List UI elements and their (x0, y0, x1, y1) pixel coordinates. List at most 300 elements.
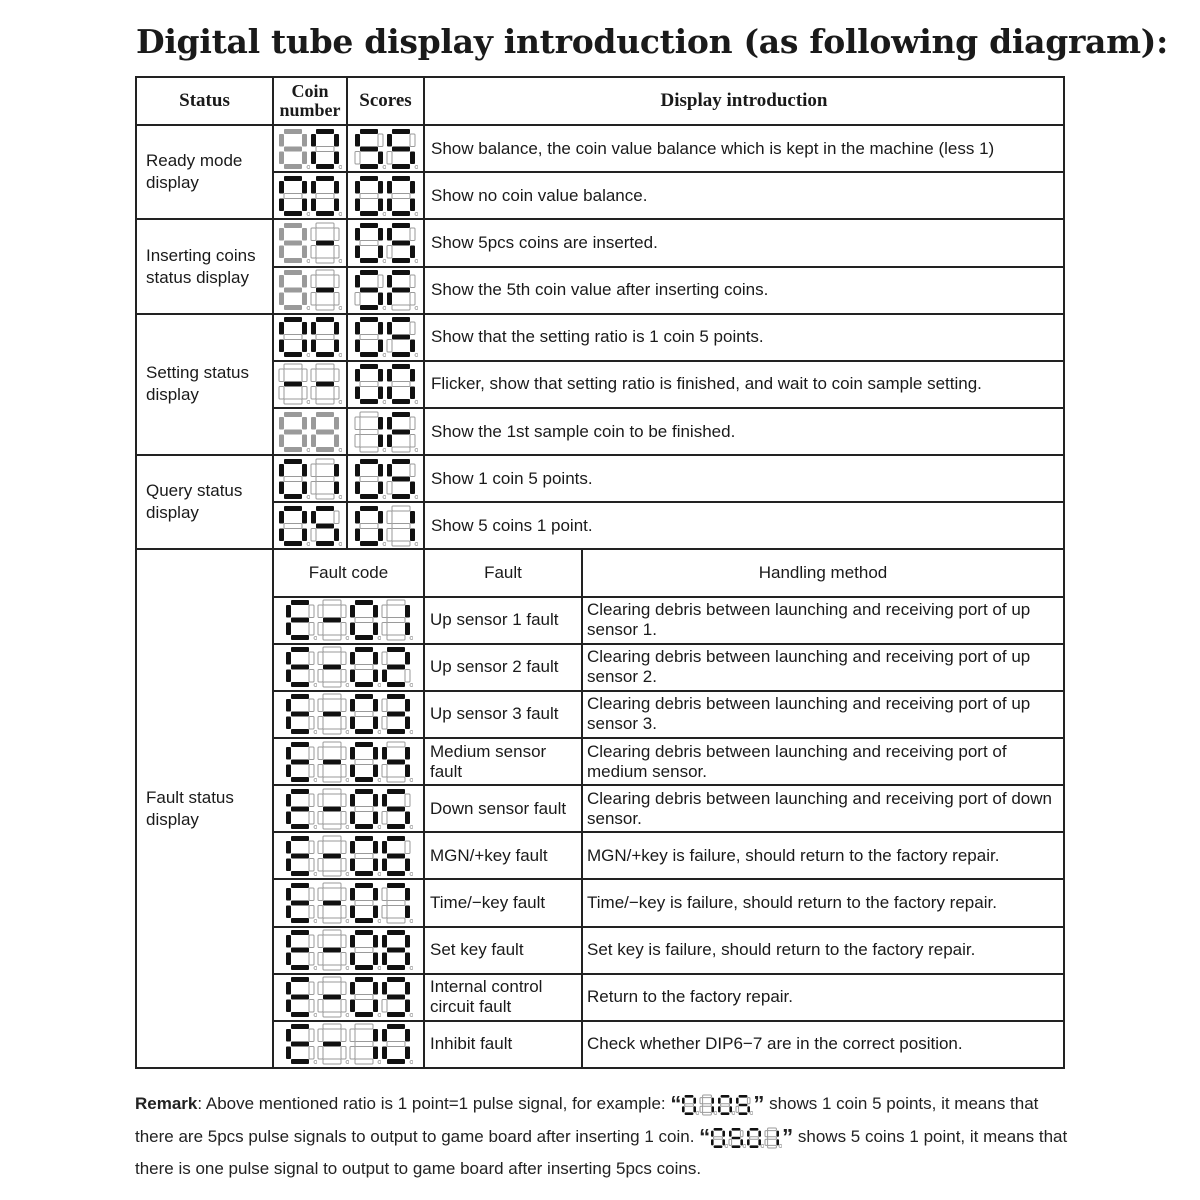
segment-f (286, 747, 291, 760)
segment-a (360, 270, 378, 275)
segment-d (392, 164, 410, 169)
segment-g (392, 335, 410, 340)
segment-d (732, 1145, 741, 1148)
seven-segment-digit (285, 646, 317, 688)
segment-e (355, 293, 360, 306)
segment-a (316, 270, 334, 275)
seven-segment-digit (317, 741, 349, 783)
segment-c (373, 1047, 378, 1060)
decimal-point (339, 401, 342, 404)
segment-d (355, 871, 373, 876)
segment-c (373, 1000, 378, 1013)
segment-d (355, 1012, 373, 1017)
decimal-point (410, 919, 413, 922)
fault-header: Fault (424, 549, 582, 596)
remark-text-1: : Above mentioned ratio is 1 point=1 pulse signal, for example: (197, 1094, 671, 1113)
seven-segment-digit (310, 363, 342, 405)
segment-d (284, 211, 302, 216)
segment-c (410, 528, 415, 541)
segment-d (360, 164, 378, 169)
table-row (136, 314, 1064, 361)
segment-b (341, 1029, 346, 1042)
seven-segment-digit (285, 788, 317, 830)
segment-e (747, 1139, 750, 1145)
segment-a (316, 223, 334, 228)
segment-f (355, 369, 360, 382)
scores-display (347, 219, 424, 266)
decimal-point (415, 354, 418, 357)
segment-g (284, 429, 302, 434)
segment-b (694, 1098, 697, 1104)
segment-e (279, 340, 284, 353)
seven-segment-digit (349, 788, 381, 830)
segment-g (387, 665, 405, 670)
segment-c (309, 953, 314, 966)
segment-c (309, 1000, 314, 1013)
segment-g (323, 806, 341, 811)
segment-c (378, 293, 383, 306)
fault-row (136, 738, 1064, 785)
segment-a (392, 317, 410, 322)
seven-segment-digit (717, 1094, 735, 1116)
segment-b (405, 794, 410, 807)
segment-f (318, 1029, 323, 1042)
segment-d (291, 1059, 309, 1064)
segment-g (392, 288, 410, 293)
segment-g (703, 1104, 712, 1107)
segment-g (291, 665, 309, 670)
segment-d (291, 965, 309, 970)
segment-e (355, 528, 360, 541)
coin-number-display (273, 408, 347, 455)
segment-c (410, 387, 415, 400)
segment-d (284, 305, 302, 310)
open-quote: “ (670, 1091, 682, 1117)
segment-g (284, 146, 302, 151)
segment-b (378, 464, 383, 477)
seven-segment-digit (317, 1023, 349, 1065)
remark-label: Remark (135, 1094, 198, 1113)
segment-g (284, 476, 302, 481)
segment-d (360, 352, 378, 357)
segment-f (387, 322, 392, 335)
segment-b (334, 369, 339, 382)
segment-a (284, 129, 302, 134)
segment-d (323, 824, 341, 829)
segment-e (311, 340, 316, 353)
segment-f (355, 511, 360, 524)
segment-d (387, 635, 405, 640)
segment-a (360, 506, 378, 511)
table-row (136, 361, 1064, 408)
segment-a (291, 600, 309, 605)
segment-g (291, 853, 309, 858)
segment-b (341, 841, 346, 854)
segment-g (739, 1104, 748, 1107)
segment-e (286, 858, 291, 871)
segment-d (323, 1012, 341, 1017)
segment-d (284, 541, 302, 546)
segment-d (355, 824, 373, 829)
segment-g (355, 806, 373, 811)
scores-display (347, 267, 424, 314)
segment-d (316, 399, 334, 404)
segment-a (387, 836, 405, 841)
segment-a (284, 459, 302, 464)
segment-g (291, 948, 309, 953)
segment-a (360, 129, 378, 134)
segment-a (323, 694, 341, 699)
segment-b (405, 888, 410, 901)
seven-segment-digit (381, 976, 413, 1018)
segment-a (360, 459, 378, 464)
segment-a (739, 1095, 748, 1098)
segment-f (736, 1098, 739, 1104)
segment-c (334, 340, 339, 353)
segment-e (355, 340, 360, 353)
seven-segment-digit (381, 1023, 413, 1065)
segment-b (378, 228, 383, 241)
segment-a (392, 506, 410, 511)
fault-code-display (273, 832, 424, 879)
display-description: Show balance, the coin value balance which is kept in the machine (less 1) (424, 125, 1064, 172)
segment-c (309, 905, 314, 918)
seven-segment-digit (354, 363, 386, 405)
segment-g (291, 759, 309, 764)
decimal-point (410, 872, 413, 875)
segment-c (341, 858, 346, 871)
segment-f (286, 605, 291, 618)
segment-f (311, 181, 316, 194)
segment-e (355, 434, 360, 447)
segment-a (355, 1024, 373, 1029)
segment-a (355, 930, 373, 935)
segment-b (405, 605, 410, 618)
display-description: Show 5pcs coins are inserted. (424, 219, 1064, 266)
open-quote: “ (699, 1124, 711, 1150)
segment-d (316, 352, 334, 357)
segment-f (311, 511, 316, 524)
segment-f (286, 935, 291, 948)
segment-a (732, 1128, 741, 1131)
decimal-point (415, 448, 418, 451)
segment-c (302, 245, 307, 258)
seven-segment-digit (349, 976, 381, 1018)
segment-b (378, 322, 383, 335)
coin-header-line1: Coin (291, 81, 329, 102)
seven-segment-digit (681, 1094, 699, 1116)
segment-f (355, 275, 360, 288)
segment-a (284, 223, 302, 228)
segment-f (318, 888, 323, 901)
handling-method: Clearing debris between launching and receiving port of up sensor 3. (582, 691, 1064, 738)
seven-segment-digit (381, 882, 413, 924)
coin-number-display (273, 361, 347, 408)
decimal-point (339, 448, 342, 451)
segment-b (373, 1029, 378, 1042)
segment-c (341, 811, 346, 824)
segment-c (405, 953, 410, 966)
segment-d (323, 777, 341, 782)
segment-e (387, 340, 392, 353)
segment-e (355, 198, 360, 211)
segment-c (378, 151, 383, 164)
segment-b (373, 841, 378, 854)
segment-g (323, 948, 341, 953)
segment-b (341, 982, 346, 995)
segment-f (718, 1098, 721, 1104)
segment-b (341, 652, 346, 665)
segment-g (316, 146, 334, 151)
segment-f (311, 275, 316, 288)
segment-g (360, 288, 378, 293)
segment-g (284, 193, 302, 198)
segment-g (392, 240, 410, 245)
segment-e (318, 623, 323, 636)
segment-a (387, 694, 405, 699)
segment-b (373, 794, 378, 807)
handling-method: Return to the factory repair. (582, 974, 1064, 1021)
segment-c (378, 198, 383, 211)
segment-b (741, 1130, 744, 1136)
segment-a (284, 506, 302, 511)
segment-g (750, 1136, 759, 1139)
segment-f (382, 888, 387, 901)
table-row (136, 172, 1064, 219)
fault-code-display (273, 785, 424, 832)
segment-b (777, 1130, 780, 1136)
segment-b (341, 794, 346, 807)
seven-segment-digit (317, 929, 349, 971)
seven-segment-digit (386, 363, 418, 405)
segment-g (316, 476, 334, 481)
segment-g (355, 853, 373, 858)
seven-segment-digit (381, 599, 413, 641)
segment-b (341, 935, 346, 948)
segment-e (718, 1106, 721, 1112)
segment-e (729, 1139, 732, 1145)
segment-f (355, 417, 360, 430)
segment-c (309, 717, 314, 730)
segment-g (387, 853, 405, 858)
segment-d (392, 494, 410, 499)
segment-b (405, 747, 410, 760)
segment-b (309, 699, 314, 712)
remark-text-3: shows 5 coins 1 point, it means that there is one pulse signal to output to game board after inserting 5pcs coins. (135, 1126, 1068, 1179)
segment-g (291, 618, 309, 623)
segment-c (302, 198, 307, 211)
segment-b (302, 134, 307, 147)
fault-name: Up sensor 2 fault (424, 644, 582, 691)
display-description: Show 1 coin 5 points. (424, 455, 1064, 502)
segment-b (405, 982, 410, 995)
segment-f (382, 747, 387, 760)
segment-d (714, 1145, 723, 1148)
segment-d (316, 541, 334, 546)
segment-a (387, 600, 405, 605)
segment-b (410, 181, 415, 194)
seven-segment-digit (278, 458, 310, 500)
segment-g (284, 288, 302, 293)
handling-method: Clearing debris between launching and receiving port of down sensor. (582, 785, 1064, 832)
segment-d (360, 494, 378, 499)
segment-g (355, 1042, 373, 1047)
segment-b (341, 605, 346, 618)
segment-b (309, 888, 314, 901)
segment-b (334, 181, 339, 194)
segment-c (378, 481, 383, 494)
segment-e (311, 528, 316, 541)
seven-segment-digit (381, 835, 413, 877)
segment-d (360, 399, 378, 404)
segment-d (323, 965, 341, 970)
decimal-point (339, 212, 342, 215)
decimal-point (415, 495, 418, 498)
segment-f (286, 1029, 291, 1042)
coin-number-display (273, 267, 347, 314)
segment-f (318, 794, 323, 807)
segment-a (387, 883, 405, 888)
display-description: Show that the setting ratio is 1 coin 5 points. (424, 314, 1064, 361)
handling-method: Clearing debris between launching and receiving port of up sensor 1. (582, 597, 1064, 644)
segment-b (410, 511, 415, 524)
seven-segment-digit (317, 835, 349, 877)
display-description: Show 5 coins 1 point. (424, 502, 1064, 549)
segment-f (382, 605, 387, 618)
segment-g (392, 429, 410, 434)
segment-e (387, 387, 392, 400)
segment-g (387, 900, 405, 905)
table-row (136, 502, 1064, 549)
segment-b (378, 134, 383, 147)
segment-f (311, 464, 316, 477)
segment-c (334, 434, 339, 447)
scores-display (347, 361, 424, 408)
segment-a (355, 742, 373, 747)
segment-e (311, 198, 316, 211)
segment-d (685, 1112, 694, 1115)
segment-f (350, 747, 355, 760)
segment-b (723, 1130, 726, 1136)
segment-c (341, 670, 346, 683)
fault-row (136, 785, 1064, 832)
segment-c (405, 670, 410, 683)
segment-b (334, 322, 339, 335)
segment-e (286, 764, 291, 777)
fault-name: Set key fault (424, 927, 582, 974)
segment-a (323, 883, 341, 888)
segment-f (387, 464, 392, 477)
table-header-row (136, 77, 1064, 125)
segment-e (350, 905, 355, 918)
segment-d (768, 1145, 777, 1148)
segment-d (355, 1059, 373, 1064)
segment-e (382, 1000, 387, 1013)
seven-segment-digit (317, 646, 349, 688)
seven-segment-digit (381, 693, 413, 735)
segment-d (316, 494, 334, 499)
seven-segment-digit (710, 1127, 728, 1149)
segment-c (405, 811, 410, 824)
segment-e (318, 858, 323, 871)
segment-d (323, 682, 341, 687)
segment-a (387, 789, 405, 794)
segment-g (360, 476, 378, 481)
segment-d (323, 1059, 341, 1064)
segment-g (291, 1042, 309, 1047)
segment-c (748, 1106, 751, 1112)
segment-g (284, 335, 302, 340)
seven-segment-digit (278, 505, 310, 547)
segment-g (284, 240, 302, 245)
segment-d (284, 258, 302, 263)
segment-c (341, 1000, 346, 1013)
status-cell: Ready mode display (136, 125, 273, 219)
segment-a (316, 459, 334, 464)
decimal-point (410, 967, 413, 970)
segment-c (373, 623, 378, 636)
segment-g (732, 1136, 741, 1139)
segment-d (316, 164, 334, 169)
segment-a (360, 223, 378, 228)
scores-display (347, 502, 424, 549)
segment-e (382, 858, 387, 871)
seven-segment-digit (386, 316, 418, 358)
segment-g (291, 900, 309, 905)
segment-d (355, 682, 373, 687)
segment-d (360, 541, 378, 546)
segment-c (309, 670, 314, 683)
status-cell: Setting status display (136, 314, 273, 455)
segment-f (311, 369, 316, 382)
segment-d (392, 305, 410, 310)
segment-e (387, 528, 392, 541)
seven-segment-digit (310, 458, 342, 500)
segment-c (410, 293, 415, 306)
segment-a (323, 600, 341, 605)
segment-e (350, 764, 355, 777)
segment-g (392, 523, 410, 528)
segment-d (323, 871, 341, 876)
segment-e (736, 1106, 739, 1112)
segment-e (286, 905, 291, 918)
scores-header: Scores (347, 77, 424, 125)
segment-b (378, 511, 383, 524)
seven-segment-digit (386, 505, 418, 547)
segment-d (323, 635, 341, 640)
segment-e (286, 1047, 291, 1060)
seven-segment-digit (310, 411, 342, 453)
fault-status-cell: Fault status display (136, 549, 273, 1068)
display-introduction-header: Display introduction (424, 77, 1064, 125)
segment-g (323, 665, 341, 670)
segment-d (291, 729, 309, 734)
decimal-point (339, 165, 342, 168)
segment-a (387, 1024, 405, 1029)
segment-a (355, 647, 373, 652)
segment-d (387, 965, 405, 970)
seven-segment-digit (699, 1094, 717, 1116)
segment-f (350, 1029, 355, 1042)
seven-segment-digit (349, 646, 381, 688)
segment-d (721, 1112, 730, 1115)
segment-e (279, 245, 284, 258)
segment-c (410, 481, 415, 494)
seven-segment-digit (317, 976, 349, 1018)
segment-d (392, 541, 410, 546)
coin-number-display (273, 455, 347, 502)
segment-b (748, 1098, 751, 1104)
